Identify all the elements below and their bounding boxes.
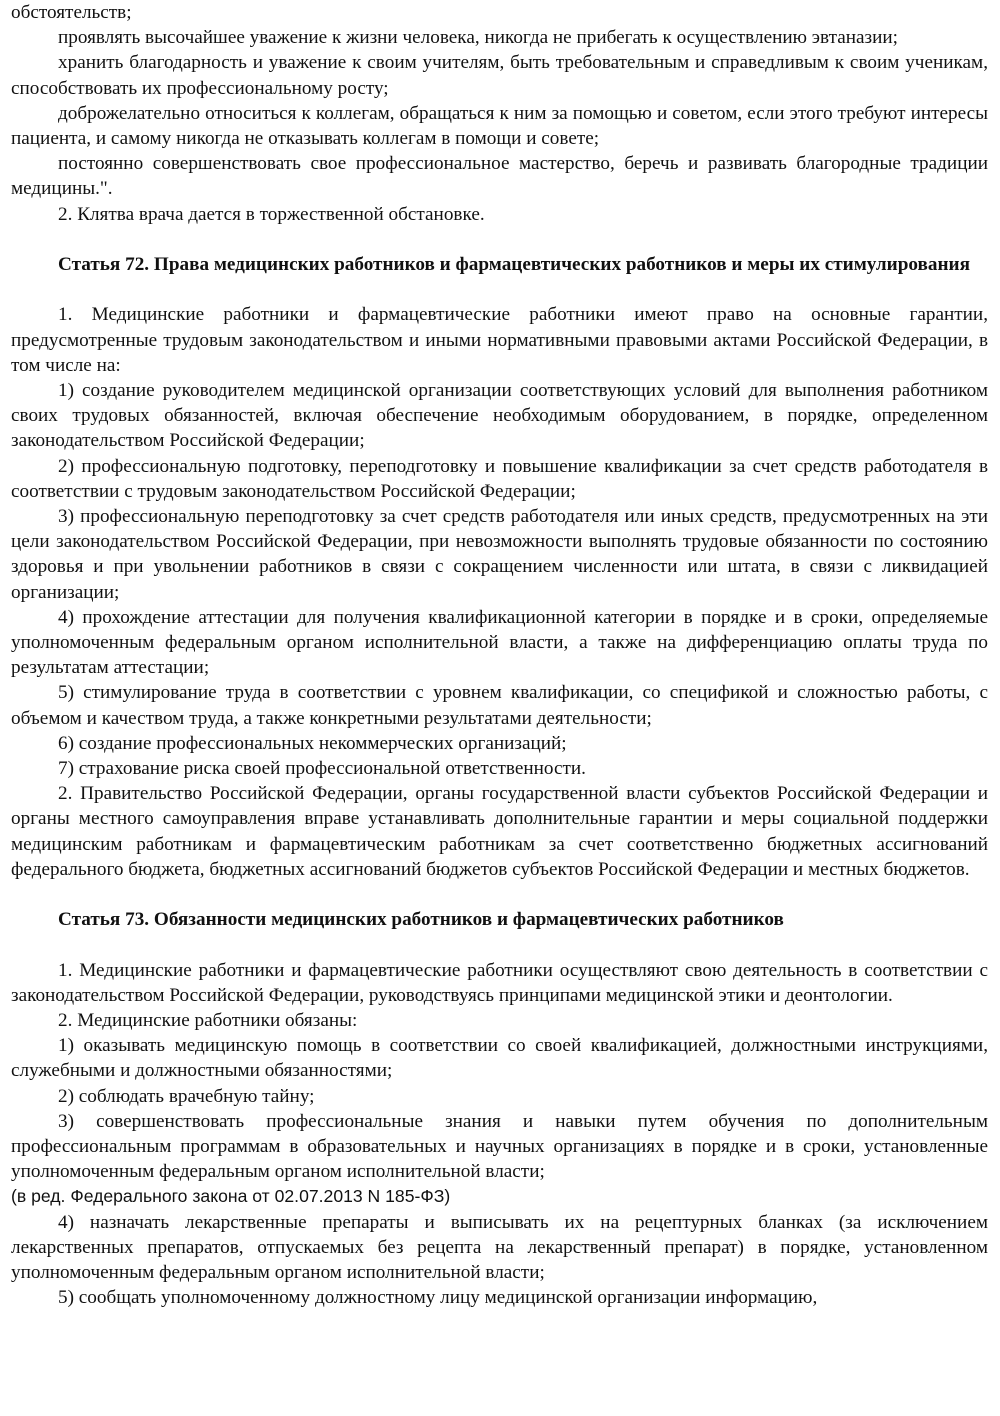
paragraph: обстоятельств; — [11, 2, 132, 23]
spacer — [11, 932, 988, 957]
paragraph: 6) создание профессиональных некоммерческих организаций; — [58, 732, 567, 754]
paragraph: 3) профессиональную переподготовку за счет средств работодателя или иных средств, предусмотренных на эти цели законодательством Российской Федерации, при невозможности выполнять трудовые обязанности по состоянию здоровья и при увольнении работников в связи с сокращением численности или штата, в связи с ликвидацией организации; — [11, 506, 988, 603]
spacer — [11, 277, 988, 302]
paragraph: 1) оказывать медицинскую помощь в соответствии со своей квалификацией, должностными инструкциями, служебными и должностными обязанностями; — [11, 1035, 988, 1082]
paragraph: 2) соблюдать врачебную тайну; — [58, 1085, 315, 1107]
paragraph: 3) совершенствовать профессиональные знания и навыки путем обучения по дополнительным профессиональным программам в образовательных и научных организациях в порядке и в сроки, установленные уполномоченным федеральным органом исполнительной власти; — [11, 1110, 988, 1183]
paragraph: постоянно совершенствовать свое профессиональное мастерство, беречь и развивать благородные традиции медицины.". — [11, 153, 988, 200]
paragraph: 2. Медицинские работники обязаны: — [58, 1010, 358, 1032]
paragraph: 5) сообщать уполномоченному должностному лицу медицинской организации информацию, — [58, 1287, 818, 1309]
amendment-note: (в ред. Федерального закона от 02.07.2013 N 185-ФЗ) — [11, 1186, 451, 1207]
paragraph: 2. Правительство Российской Федерации, органы государственной власти субъектов Российской Федерации и органы местного самоуправления вправе устанавливать дополнительные гарантии и меры социальной поддержки медицинским работникам и фармацевтическим работникам за счет соответственно бюджетных ассигнований федерального бюджета, бюджетных ассигнований бюджетов субъектов Российской Федерации и местных бюджетов. — [11, 783, 988, 880]
spacer — [11, 882, 988, 907]
paragraph: доброжелательно относиться к коллегам, обращаться к ним за помощью и советом, если этого требуют интересы пациента, и самому никогда не отказывать коллегам в помощи и совете; — [11, 102, 988, 150]
paragraph: 1) создание руководителем медицинской организации соответствующих условий для выполнения работником своих трудовых обязанностей, включая обеспечение необходимым оборудованием, в порядке, определенном законодательством Российской Федерации; — [11, 380, 988, 452]
paragraph: проявлять высочайшее уважение к жизни человека, никогда не прибегать к осуществлению эвтаназии; — [58, 27, 898, 49]
paragraph: 2) профессиональную подготовку, переподготовку и повышение квалификации за счет средств работодателя в соответствии с трудовым законодательством Российской Федерации; — [11, 455, 988, 502]
article-73-heading: Статья 73. Обязанности медицинских работников и фармацевтических работников — [58, 909, 784, 931]
paragraph: хранить благодарность и уважение к своим учителям, быть требовательным и справедливым к своим ученикам, способствовать их профессиональному росту; — [11, 52, 988, 99]
paragraph: 1. Медицинские работники и фармацевтические работники осуществляют свою деятельность в соответствии с законодательством Российской Федерации, руководствуясь принципами медицинской этики и деонтологии. — [11, 959, 988, 1006]
spacer — [11, 227, 988, 252]
document-page — [11, 0, 988, 1311]
paragraph: 4) назначать лекарственные препараты и выписывать их на рецептурных бланках (за исключением лекарственных препаратов, отпускаемых без рецепта на лекарственный препарат) в порядке, установленном уполномоченным федеральным органом исполнительной власти; — [11, 1211, 988, 1284]
article-72-heading: Статья 72. Права медицинских работников и фармацевтических работников и меры их стимулирования — [58, 254, 970, 276]
paragraph: 7) страхование риска своей профессиональной ответственности. — [58, 758, 586, 780]
paragraph: 5) стимулирование труда в соответствии с уровнем квалификации, со спецификой и сложностью работы, с объемом и качеством труда, а также конкретными результатами деятельности; — [11, 682, 988, 729]
paragraph: 4) прохождение аттестации для получения квалификационной категории в порядке и в сроки, определяемые уполномоченным федеральным органом исполнительной власти, а также на дифференциацию оплаты труда по результатам аттестации; — [11, 606, 988, 679]
paragraph: 2. Клятва врача дается в торжественной обстановке. — [58, 203, 485, 225]
paragraph: 1. Медицинские работники и фармацевтические работники имеют право на основные гарантии, предусмотренные трудовым законодательством и иными нормативными правовыми актами Российской Федерации, в том числе на: — [11, 304, 988, 376]
